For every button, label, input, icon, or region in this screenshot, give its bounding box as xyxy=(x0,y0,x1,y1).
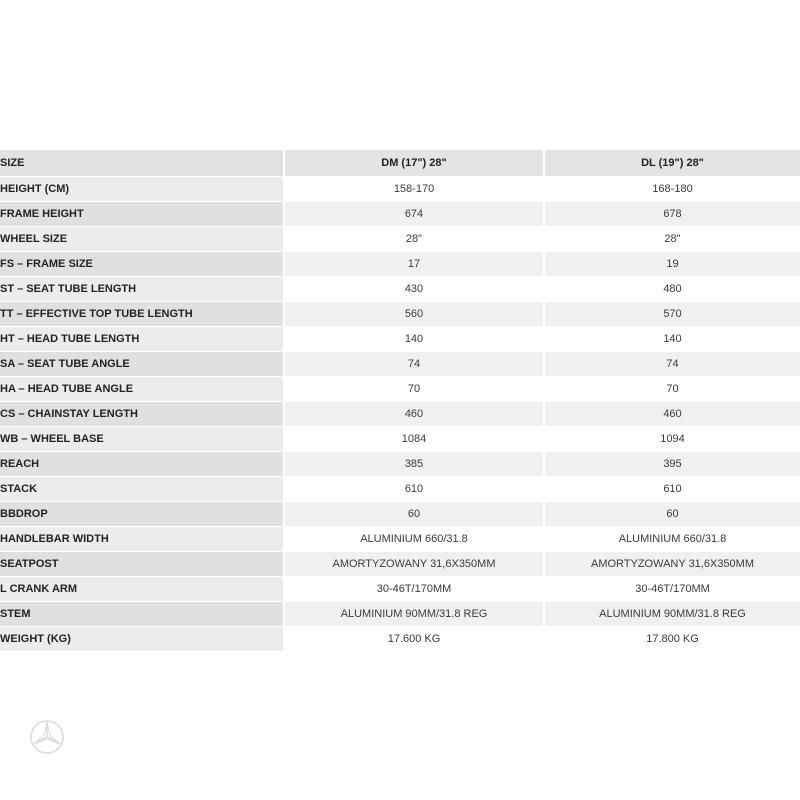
value-dm: 430 xyxy=(284,277,544,302)
row-label: SEATPOST xyxy=(0,552,284,577)
table-row xyxy=(0,202,800,227)
value-dl: 140 xyxy=(544,327,800,352)
row-label: TT – EFFECTIVE TOP TUBE LENGTH xyxy=(0,302,284,327)
value-dm: 17 xyxy=(284,252,544,277)
row-label: BBDROP xyxy=(0,502,284,527)
value-dl: 395 xyxy=(544,452,800,477)
value-dl: 460 xyxy=(544,402,800,427)
table-row xyxy=(0,177,800,202)
row-label: STEM xyxy=(0,602,284,627)
row-label: HA – HEAD TUBE ANGLE xyxy=(0,377,284,402)
watermark-logo-svg xyxy=(28,718,66,756)
table-row xyxy=(0,352,800,377)
value-dl: 610 xyxy=(544,477,800,502)
table-row xyxy=(0,527,800,552)
row-label: FS – FRAME SIZE xyxy=(0,252,284,277)
value-dm: 385 xyxy=(284,452,544,477)
table-row xyxy=(0,302,800,327)
row-label: WHEEL SIZE xyxy=(0,227,284,252)
table-row xyxy=(0,427,800,452)
table-row xyxy=(0,477,800,502)
table-row xyxy=(0,252,800,277)
value-dm: 140 xyxy=(284,327,544,352)
table-row xyxy=(0,402,800,427)
table-header-row xyxy=(0,150,800,177)
value-dl: 19 xyxy=(544,252,800,277)
value-dl: 70 xyxy=(544,377,800,402)
header-dm: DM (17") 28" xyxy=(284,150,544,177)
table-row xyxy=(0,602,800,627)
value-dm: 674 xyxy=(284,202,544,227)
value-dm: ALUMINIUM 90MM/31.8 REG xyxy=(284,602,544,627)
value-dm: 60 xyxy=(284,502,544,527)
value-dl: 17.800 KG xyxy=(544,627,800,652)
table-row xyxy=(0,502,800,527)
value-dl: ALUMINIUM 90MM/31.8 REG xyxy=(544,602,800,627)
header-dl: DL (19") 28" xyxy=(544,150,800,177)
table-row xyxy=(0,327,800,352)
row-label: WEIGHT (KG) xyxy=(0,627,284,652)
table-row xyxy=(0,452,800,477)
value-dl: 480 xyxy=(544,277,800,302)
star-logo-icon xyxy=(28,718,66,756)
value-dl: 28" xyxy=(544,227,800,252)
value-dm: 610 xyxy=(284,477,544,502)
row-label: FRAME HEIGHT xyxy=(0,202,284,227)
value-dm: 30-46T/170MM xyxy=(284,577,544,602)
value-dl: 570 xyxy=(544,302,800,327)
value-dm: 460 xyxy=(284,402,544,427)
table-row xyxy=(0,227,800,252)
value-dm: 560 xyxy=(284,302,544,327)
row-label: WB – WHEEL BASE xyxy=(0,427,284,452)
value-dm: 17.600 KG xyxy=(284,627,544,652)
value-dl: AMORTYZOWANY 31,6X350MM xyxy=(544,552,800,577)
header-size: SIZE xyxy=(0,150,284,177)
row-label: CS – CHAINSTAY LENGTH xyxy=(0,402,284,427)
row-label: HT – HEAD TUBE LENGTH xyxy=(0,327,284,352)
value-dm: 70 xyxy=(284,377,544,402)
value-dm: 28" xyxy=(284,227,544,252)
table-body xyxy=(0,177,800,652)
spec-table xyxy=(0,150,800,652)
value-dl: 1094 xyxy=(544,427,800,452)
value-dm: AMORTYZOWANY 31,6X350MM xyxy=(284,552,544,577)
table-row xyxy=(0,377,800,402)
row-label: REACH xyxy=(0,452,284,477)
table-row xyxy=(0,577,800,602)
value-dl: ALUMINIUM 660/31.8 xyxy=(544,527,800,552)
value-dm: 74 xyxy=(284,352,544,377)
value-dm: 1084 xyxy=(284,427,544,452)
value-dl: 60 xyxy=(544,502,800,527)
table-row xyxy=(0,627,800,652)
table-row xyxy=(0,552,800,577)
row-label: ST – SEAT TUBE LENGTH xyxy=(0,277,284,302)
table-row xyxy=(0,277,800,302)
value-dm: ALUMINIUM 660/31.8 xyxy=(284,527,544,552)
value-dl: 678 xyxy=(544,202,800,227)
value-dm: 158-170 xyxy=(284,177,544,202)
row-label: STACK xyxy=(0,477,284,502)
value-dl: 30-46T/170MM xyxy=(544,577,800,602)
value-dl: 74 xyxy=(544,352,800,377)
value-dl: 168-180 xyxy=(544,177,800,202)
row-label: SA – SEAT TUBE ANGLE xyxy=(0,352,284,377)
row-label: L CRANK ARM xyxy=(0,577,284,602)
row-label: HEIGHT (CM) xyxy=(0,177,284,202)
row-label: HANDLEBAR WIDTH xyxy=(0,527,284,552)
